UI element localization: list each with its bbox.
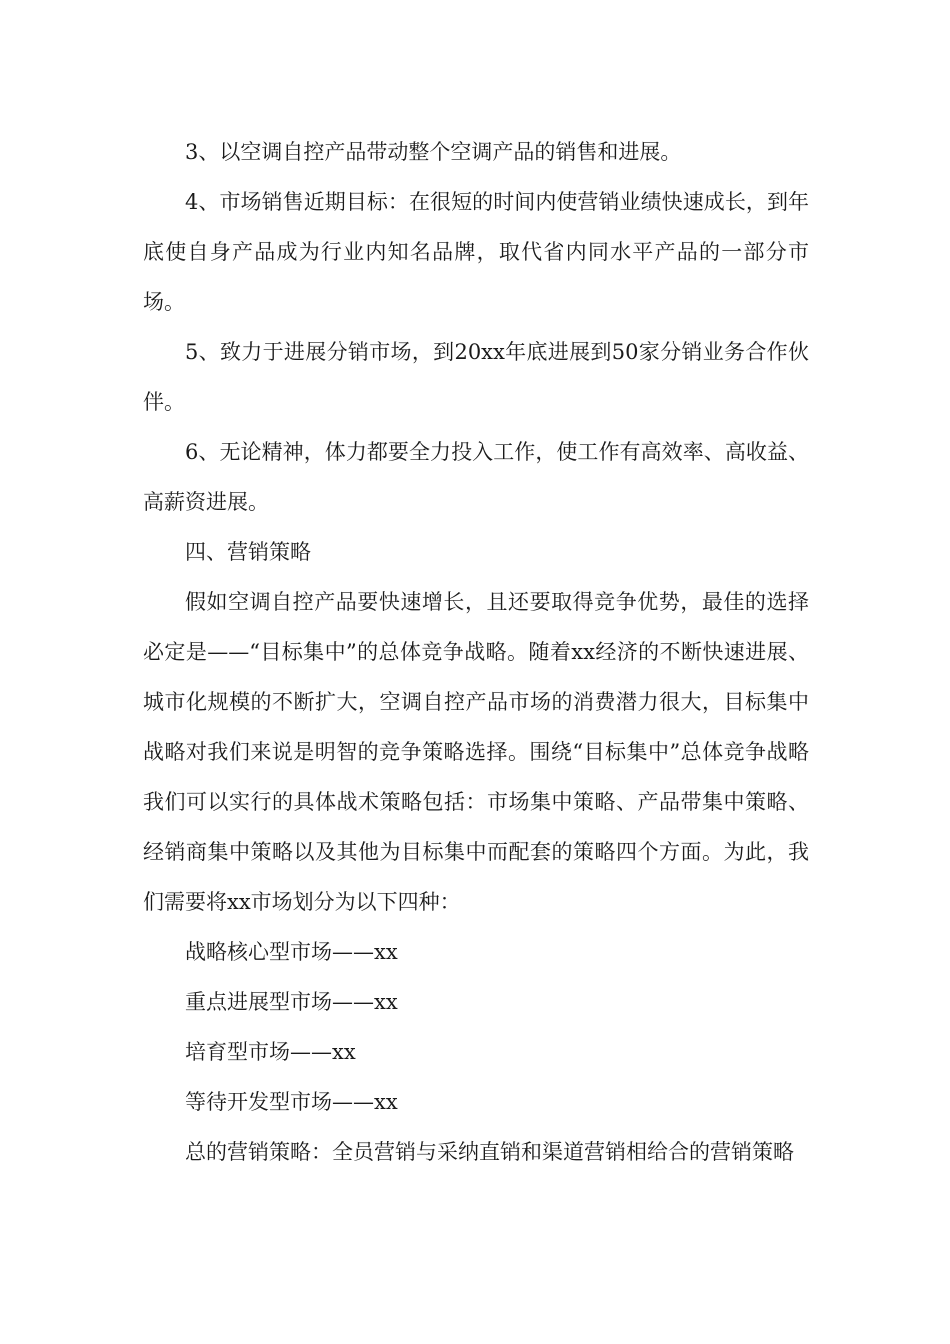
list-item-core-market: 战略核心型市场——xx	[185, 940, 398, 964]
list-item-key-development-market: 重点进展型市场——xx	[185, 990, 398, 1014]
paragraph-goal-6: 6、无论精神，体力都要全力投入工作，使工作有高效率、高收益、高薪资进展。	[143, 440, 809, 514]
paragraph-goal-5: 5、致力于进展分销市场，到20xx年底进展到50家分销业务合作伙伴。	[143, 340, 809, 414]
list-item-pending-market: 等待开发型市场——xx	[185, 1090, 398, 1114]
paragraph-overall-strategy: 总的营销策略：全员营销与采纳直销和渠道营销相给合的营销策略	[185, 1140, 794, 1164]
document-body	[143, 127, 809, 1177]
paragraph-goal-4: 4、市场销售近期目标：在很短的时间内使营销业绩快速成长，到年底使自身产品成为行业内知名品牌，取代省内同水平产品的一部分市场。	[143, 190, 809, 314]
list-item-nurturing-market: 培育型市场——xx	[185, 1040, 356, 1064]
section-heading-marketing-strategy: 四、营销策略	[185, 540, 311, 564]
paragraph-strategy-intro: 假如空调自控产品要快速增长，且还要取得竞争优势，最佳的选择必定是——“目标集中”的总体竞争战略。随着xx经济的不断快速进展、城市化规模的不断扩大，空调自控产品市场的消费潜力很大，目标集中战略对我们来说是明智的竞争策略选择。围绕“目标集中”总体竞争战略我们可以实行的具体战术策略包括：市场集中策略、产品带集中策略、经销商集中策略以及其他为目标集中而配套的策略四个方面。为此，我们需要将xx市场划分为以下四种：	[143, 590, 809, 914]
paragraph-goal-3: 3、以空调自控产品带动整个空调产品的销售和进展。	[185, 140, 682, 164]
